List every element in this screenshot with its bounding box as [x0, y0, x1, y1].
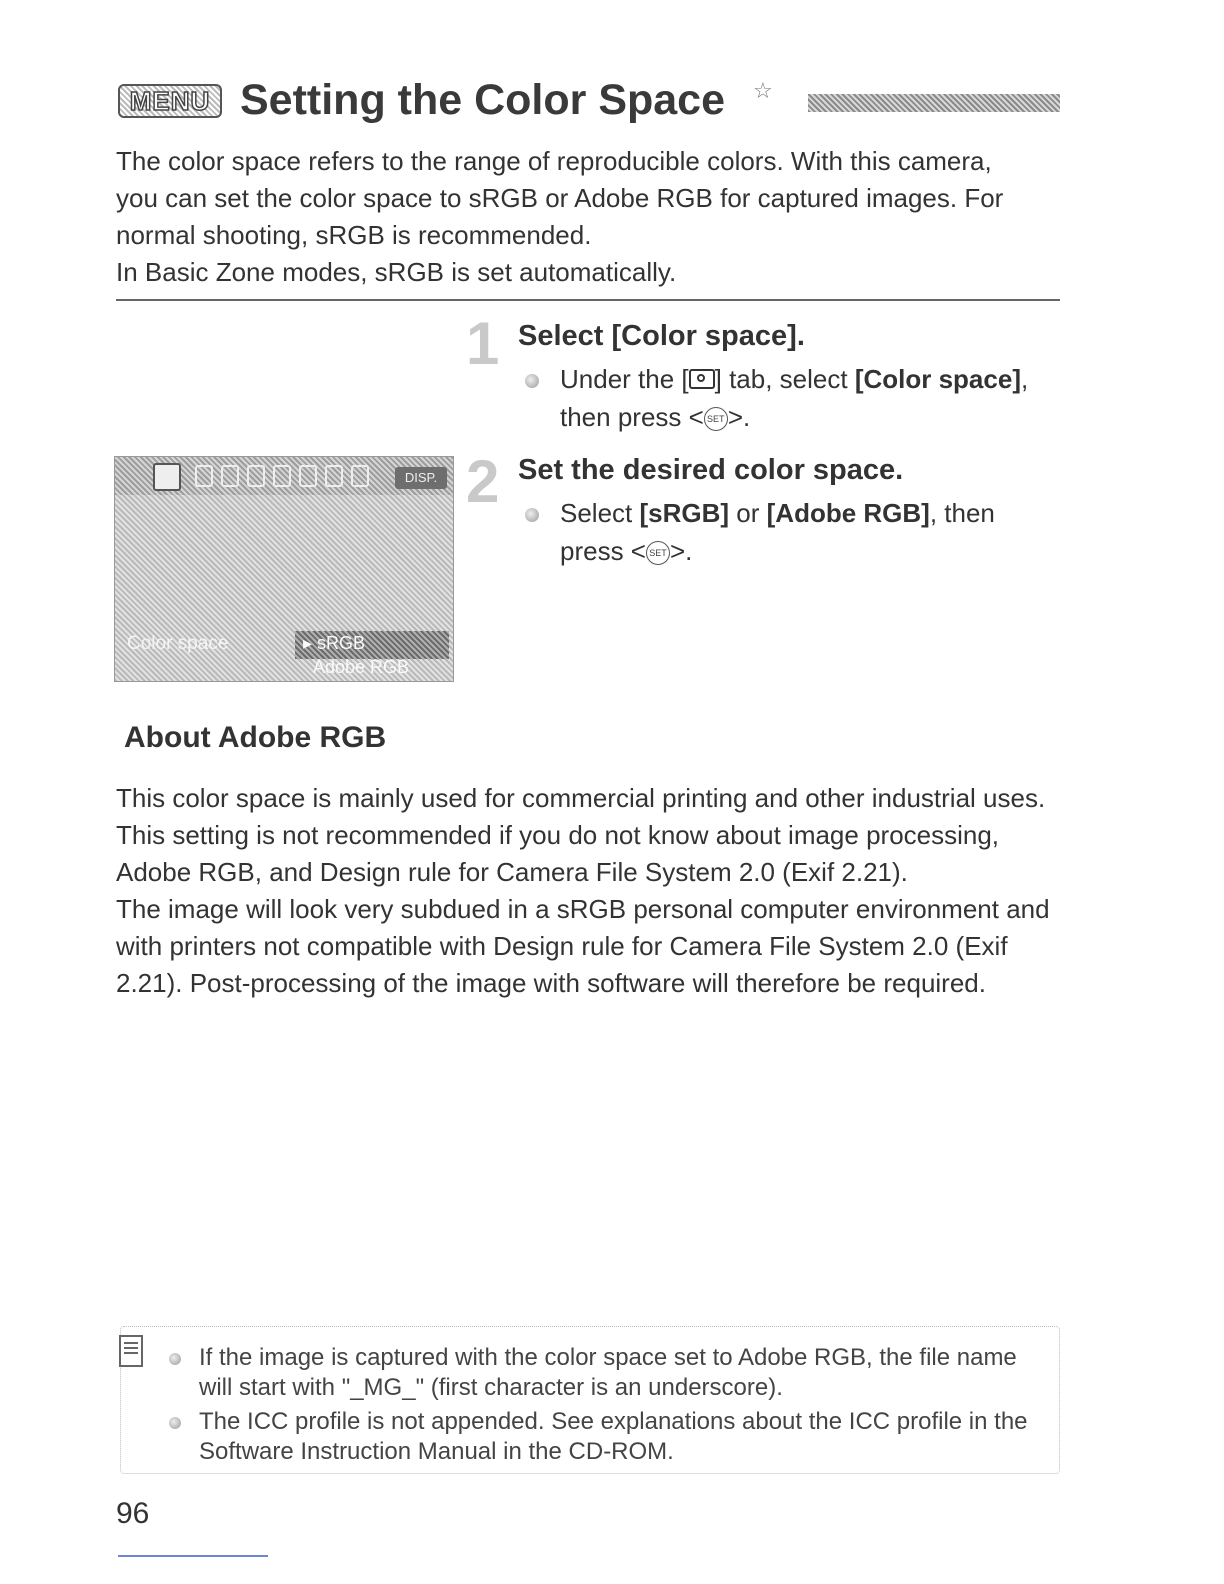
lcd-tab-icon — [247, 465, 265, 487]
camera-tab-icon — [689, 369, 715, 389]
page-title: Setting the Color Space — [240, 76, 726, 124]
lcd-tab-icon — [325, 465, 343, 487]
lcd-tab-icon — [195, 465, 213, 487]
step-1-number: 1 — [466, 310, 500, 377]
lcd-menu-item: Color space — [127, 633, 229, 654]
step-1-heading: Select [Color space]. — [518, 320, 805, 352]
about-heading: About Adobe RGB — [124, 721, 387, 754]
disp-label: DISP. — [395, 467, 447, 489]
title-decoration-bar — [808, 94, 1060, 112]
bullet-icon — [525, 508, 539, 522]
pointer-icon: ▸ — [303, 633, 318, 653]
lcd-tab-bar — [115, 457, 453, 495]
lcd-tab-icon — [273, 465, 291, 487]
lcd-tab-icon — [351, 465, 369, 487]
intro-paragraph: The color space refers to the range of reproducible colors. With this camera, you can set the color space to sRGB or Adobe RGB for captured images. For normal shooting, sRGB is recommended. — [116, 146, 1004, 250]
footer-rule — [118, 1555, 268, 1557]
note-icon — [119, 1335, 143, 1367]
set-button-icon: SET — [704, 407, 728, 431]
star-icon: ☆ — [753, 78, 773, 103]
set-button-icon: SET — [646, 541, 670, 565]
title-row — [118, 78, 1060, 128]
intro-paragraph: In Basic Zone modes, sRGB is set automatically. — [116, 257, 677, 287]
page-number: 96 — [116, 1497, 150, 1530]
step-2-instruction: Select [sRGB] or [Adobe RGB], then press < SET >. — [560, 498, 995, 566]
note-item: If the image is captured with the color space set to Adobe RGB, the file name will start with "_MG_" (first character is an underscore). — [199, 1344, 1017, 1401]
about-paragraph: The image will look very subdued in a sRGB personal computer environment and with printers not compatible with Design rule for Camera File System 2.0 (Exif 2.21). Post-processing of the image with software will therefore be required. — [116, 894, 1050, 998]
bullet-icon — [525, 374, 539, 388]
note-box — [120, 1326, 1060, 1474]
step-1-instruction: Under the [ ] tab, select [Color space], then press < SET >. — [560, 364, 1029, 432]
note-item: The ICC profile is not appended. See explanations about the ICC profile in the Software Instruction Manual in the CD-ROM. — [199, 1408, 1028, 1465]
about-paragraph: This color space is mainly used for commercial printing and other industrial uses. This setting is not recommended if you do not know about image processing, Adobe RGB, and Design rule for Camera File System 2.0 (Exif 2.21). — [116, 783, 1046, 887]
intro-text — [116, 143, 1036, 291]
step-2-heading: Set the desired color space. — [518, 454, 904, 486]
lcd-tab-icon — [299, 465, 317, 487]
lcd-tab-icon — [221, 465, 239, 487]
bullet-icon — [169, 1417, 181, 1429]
section-divider — [116, 299, 1060, 301]
step-2-number: 2 — [466, 448, 500, 515]
lcd-option-selected: ▸ sRGB — [303, 633, 366, 653]
about-body — [116, 780, 1056, 1002]
menu-badge-icon: MENU — [118, 84, 222, 118]
bullet-icon — [169, 1353, 181, 1365]
camera-lcd-screen — [114, 456, 454, 682]
lcd-option: Adobe RGB — [313, 657, 410, 677]
camera-tab-icon — [153, 463, 181, 491]
